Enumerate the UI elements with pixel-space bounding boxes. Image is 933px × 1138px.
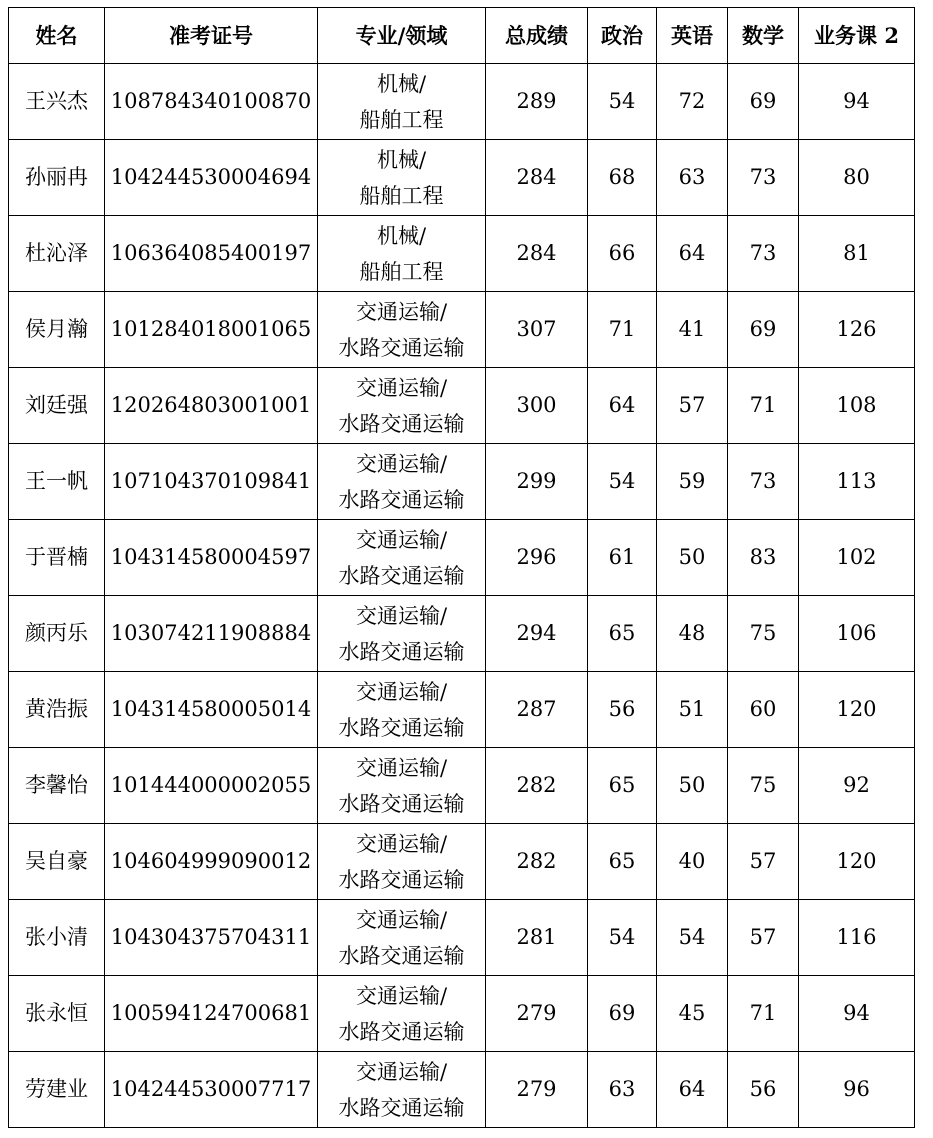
cell-course-2: 94 [799, 976, 915, 1052]
cell-total-score: 284 [486, 140, 588, 216]
cell-total-score: 287 [486, 672, 588, 748]
cell-exam-id: 104304375704311 [105, 900, 318, 976]
major-line-2: 水路交通运输 [338, 335, 465, 360]
cell-exam-id: 120264803001001 [105, 368, 318, 444]
table-row [9, 748, 915, 824]
cell-math: 69 [728, 64, 799, 140]
cell-math: 56 [728, 1052, 799, 1128]
cell-course-2: 120 [799, 824, 915, 900]
cell-major [318, 444, 486, 520]
cell-major [318, 1052, 486, 1128]
major-line-1: 机械/ [376, 147, 427, 172]
header-exam-id: 准考证号 [105, 8, 318, 64]
cell-course-2: 113 [799, 444, 915, 520]
major-line-1: 交通运输/ [355, 603, 448, 628]
major-line-1: 交通运输/ [355, 1059, 448, 1084]
cell-politics: 61 [588, 520, 657, 596]
cell-major [318, 520, 486, 596]
major-line-2: 水路交通运输 [338, 563, 465, 588]
table-row [9, 596, 915, 672]
cell-major [318, 140, 486, 216]
cell-name: 李馨怡 [9, 748, 105, 824]
cell-math: 71 [728, 976, 799, 1052]
cell-name: 刘廷强 [9, 368, 105, 444]
cell-major [318, 368, 486, 444]
cell-math: 60 [728, 672, 799, 748]
cell-politics: 54 [588, 444, 657, 520]
cell-politics: 65 [588, 748, 657, 824]
major-line-1: 交通运输/ [355, 299, 448, 324]
header-math: 数学 [728, 8, 799, 64]
cell-english: 40 [657, 824, 728, 900]
cell-name: 王兴杰 [9, 64, 105, 140]
cell-name: 张永恒 [9, 976, 105, 1052]
table-row [9, 520, 915, 596]
table-row [9, 140, 915, 216]
cell-exam-id: 100594124700681 [105, 976, 318, 1052]
cell-name: 于晋楠 [9, 520, 105, 596]
cell-course-2: 94 [799, 64, 915, 140]
major-line-2: 水路交通运输 [338, 1019, 465, 1044]
major-line-2: 水路交通运输 [338, 943, 465, 968]
table-body [9, 64, 915, 1128]
cell-exam-id: 106364085400197 [105, 216, 318, 292]
cell-english: 57 [657, 368, 728, 444]
major-line-1: 交通运输/ [355, 831, 448, 856]
table-row [9, 672, 915, 748]
cell-math: 73 [728, 216, 799, 292]
cell-exam-id: 104244530007717 [105, 1052, 318, 1128]
table-row [9, 216, 915, 292]
header-english: 英语 [657, 8, 728, 64]
cell-exam-id: 104244530004694 [105, 140, 318, 216]
cell-english: 50 [657, 748, 728, 824]
cell-major [318, 748, 486, 824]
cell-math: 75 [728, 596, 799, 672]
major-line-1: 交通运输/ [355, 679, 448, 704]
cell-major [318, 900, 486, 976]
cell-english: 45 [657, 976, 728, 1052]
cell-course-2: 96 [799, 1052, 915, 1128]
cell-politics: 56 [588, 672, 657, 748]
cell-math: 73 [728, 140, 799, 216]
major-line-1: 交通运输/ [355, 375, 448, 400]
cell-name: 王一帆 [9, 444, 105, 520]
cell-math: 69 [728, 292, 799, 368]
cell-politics: 71 [588, 292, 657, 368]
cell-major [318, 824, 486, 900]
cell-total-score: 307 [486, 292, 588, 368]
cell-exam-id: 104314580005014 [105, 672, 318, 748]
table-row [9, 368, 915, 444]
cell-total-score: 281 [486, 900, 588, 976]
header-total-score: 总成绩 [486, 8, 588, 64]
cell-major [318, 64, 486, 140]
cell-major [318, 976, 486, 1052]
table-header-row [9, 8, 915, 64]
cell-english: 72 [657, 64, 728, 140]
major-line-2: 水路交通运输 [338, 639, 465, 664]
major-line-1: 交通运输/ [355, 451, 448, 476]
major-line-2: 水路交通运输 [338, 867, 465, 892]
header-politics: 政治 [588, 8, 657, 64]
major-line-1: 机械/ [376, 223, 427, 248]
header-major: 专业/领域 [318, 8, 486, 64]
cell-course-2: 80 [799, 140, 915, 216]
cell-total-score: 299 [486, 444, 588, 520]
cell-politics: 54 [588, 900, 657, 976]
cell-name: 吴自豪 [9, 824, 105, 900]
cell-name: 杜沁泽 [9, 216, 105, 292]
cell-major [318, 216, 486, 292]
cell-politics: 63 [588, 1052, 657, 1128]
cell-exam-id: 103074211908884 [105, 596, 318, 672]
cell-english: 64 [657, 216, 728, 292]
cell-english: 59 [657, 444, 728, 520]
cell-exam-id: 104604999090012 [105, 824, 318, 900]
cell-math: 75 [728, 748, 799, 824]
table-row [9, 64, 915, 140]
table-row [9, 900, 915, 976]
major-line-2: 水路交通运输 [338, 411, 465, 436]
major-line-1: 交通运输/ [355, 527, 448, 552]
cell-english: 64 [657, 1052, 728, 1128]
cell-politics: 68 [588, 140, 657, 216]
cell-course-2: 92 [799, 748, 915, 824]
major-line-1: 交通运输/ [355, 755, 448, 780]
cell-exam-id: 104314580004597 [105, 520, 318, 596]
cell-english: 41 [657, 292, 728, 368]
cell-total-score: 279 [486, 976, 588, 1052]
major-line-2: 水路交通运输 [338, 791, 465, 816]
cell-math: 83 [728, 520, 799, 596]
header-name: 姓名 [9, 8, 105, 64]
major-line-2: 水路交通运输 [338, 715, 465, 740]
cell-total-score: 279 [486, 1052, 588, 1128]
cell-politics: 65 [588, 824, 657, 900]
table-row [9, 824, 915, 900]
table-row [9, 292, 915, 368]
cell-exam-id: 107104370109841 [105, 444, 318, 520]
table-row [9, 444, 915, 520]
cell-politics: 66 [588, 216, 657, 292]
header-course-2: 业务课 2 [799, 8, 915, 64]
cell-major [318, 596, 486, 672]
table-row [9, 1052, 915, 1128]
cell-politics: 69 [588, 976, 657, 1052]
cell-total-score: 294 [486, 596, 588, 672]
cell-course-2: 102 [799, 520, 915, 596]
major-line-2: 水路交通运输 [338, 1095, 465, 1120]
cell-name: 黄浩振 [9, 672, 105, 748]
major-line-1: 交通运输/ [355, 907, 448, 932]
major-line-2: 水路交通运输 [338, 487, 465, 512]
cell-english: 48 [657, 596, 728, 672]
cell-name: 颜丙乐 [9, 596, 105, 672]
cell-course-2: 81 [799, 216, 915, 292]
cell-course-2: 106 [799, 596, 915, 672]
cell-total-score: 300 [486, 368, 588, 444]
score-table [8, 7, 915, 1128]
table-row [9, 976, 915, 1052]
cell-math: 57 [728, 900, 799, 976]
cell-math: 73 [728, 444, 799, 520]
cell-math: 71 [728, 368, 799, 444]
cell-course-2: 120 [799, 672, 915, 748]
cell-total-score: 296 [486, 520, 588, 596]
cell-name: 侯月瀚 [9, 292, 105, 368]
cell-total-score: 289 [486, 64, 588, 140]
cell-exam-id: 108784340100870 [105, 64, 318, 140]
cell-total-score: 284 [486, 216, 588, 292]
major-line-2: 船舶工程 [359, 259, 444, 284]
cell-name: 劳建业 [9, 1052, 105, 1128]
cell-total-score: 282 [486, 748, 588, 824]
cell-english: 63 [657, 140, 728, 216]
cell-english: 54 [657, 900, 728, 976]
cell-course-2: 126 [799, 292, 915, 368]
cell-math: 57 [728, 824, 799, 900]
major-line-2: 船舶工程 [359, 107, 444, 132]
cell-major [318, 672, 486, 748]
cell-politics: 64 [588, 368, 657, 444]
cell-politics: 54 [588, 64, 657, 140]
cell-english: 51 [657, 672, 728, 748]
cell-course-2: 108 [799, 368, 915, 444]
cell-major [318, 292, 486, 368]
cell-politics: 65 [588, 596, 657, 672]
cell-exam-id: 101284018001065 [105, 292, 318, 368]
cell-english: 50 [657, 520, 728, 596]
cell-name: 张小清 [9, 900, 105, 976]
major-line-1: 交通运输/ [355, 983, 448, 1008]
cell-course-2: 116 [799, 900, 915, 976]
major-line-2: 船舶工程 [359, 183, 444, 208]
major-line-1: 机械/ [376, 71, 427, 96]
cell-total-score: 282 [486, 824, 588, 900]
cell-name: 孙丽冉 [9, 140, 105, 216]
cell-exam-id: 101444000002055 [105, 748, 318, 824]
